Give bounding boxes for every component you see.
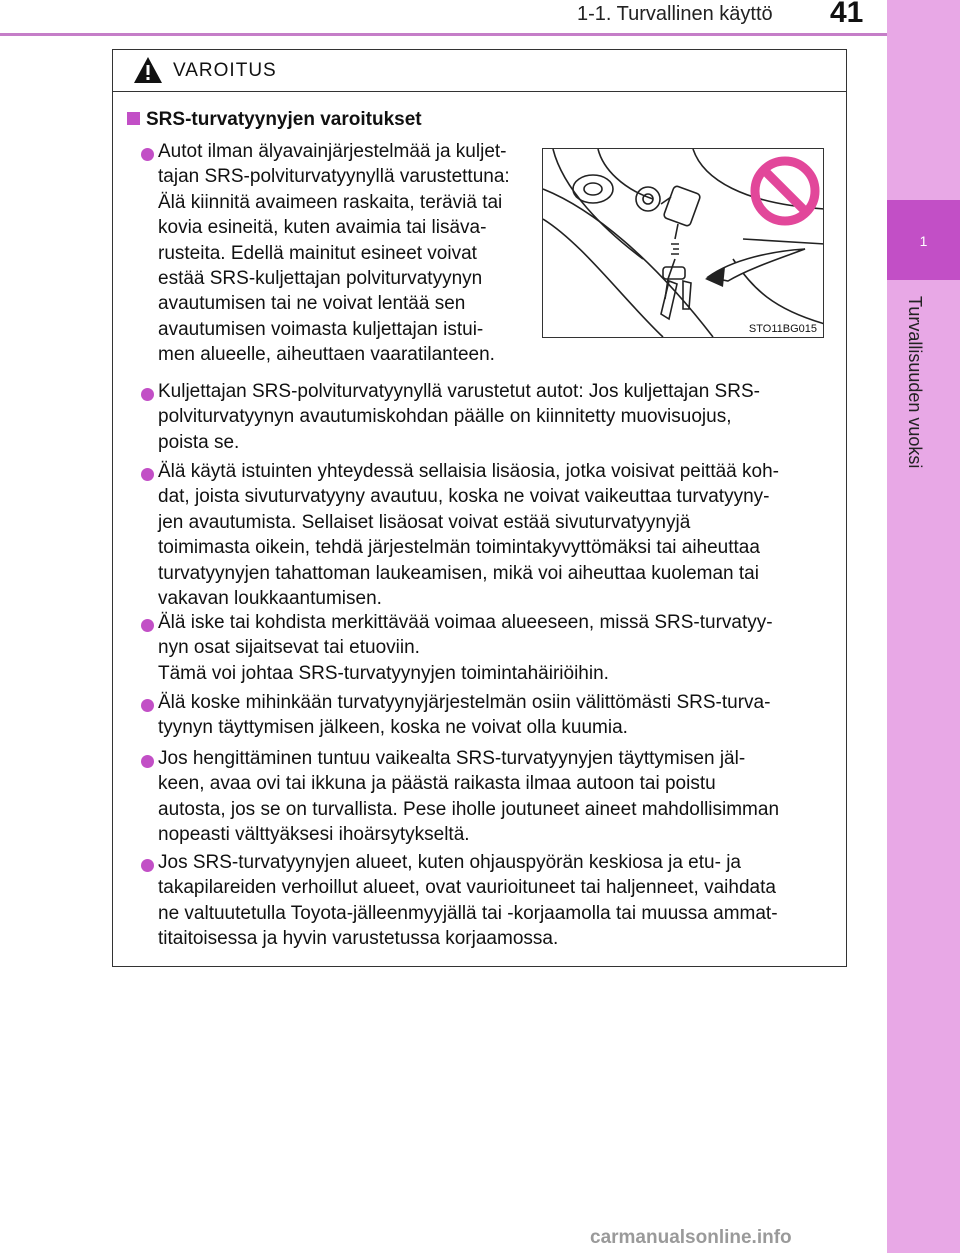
text-line: Tämä voi johtaa SRS-turvatyynyjen toimintahäiriöihin. [158,662,609,684]
warning-box [112,49,847,967]
warning-label: VAROITUS [173,60,277,81]
text-line: titaitoisessa ja hyvin varustetussa korjaamossa. [158,928,559,950]
bullet-1-text [158,139,522,368]
text-line: autosta, jos se on turvallista. Pese iholle joutuneet aineet mahdollisimman [158,798,780,820]
text-line: rusteita. Edellä mainitut esineet voivat [158,242,477,264]
text-line: kovia esineitä, kuten avaimia tai lisäva- [158,217,487,239]
watermark: carmanualsonline.info [590,1227,792,1248]
text-line: toimimasta oikein, tehdä järjestelmän toimintakyvyttömäksi tai aiheuttaa [158,537,760,559]
subheading [127,109,422,131]
text-line: Älä iske tai kohdista merkittävää voimaa alueeseen, missä SRS-turvatyy- [158,612,773,633]
text-line: estää SRS-kuljettajan polviturvatyynyn [158,268,483,290]
side-tab [887,0,960,1253]
section-title: 1-1. Turvallinen käyttö [577,3,773,25]
text-line: tyynyn täyttymisen jälkeen, koska ne voivat olla kuumia. [158,717,628,739]
prohibited-icon [755,161,815,221]
text-line: tajan SRS-polviturvatyynyllä varustettuna: [158,166,510,188]
bullet-icon [141,468,154,481]
bullet-icon [141,755,154,768]
bullet-6-text [158,746,839,848]
subheading-text: SRS-turvatyynyjen varoitukset [146,109,422,130]
warning-header [113,50,846,92]
chapter-tab[interactable] [887,200,960,280]
bullet-3-text [158,459,839,611]
text-line: Jos hengittäminen tuntuu vaikealta SRS-turvatyynyjen täyttymisen jäl- [158,748,746,769]
text-line: keen, avaa ovi tai ikkuna ja päästä raikasta ilmaa autoon tai poistu [158,773,716,795]
bullet-icon [141,619,154,632]
header-rule [0,33,887,36]
text-line: dat, joista sivuturvatyyny avautuu, koska ne voivat vaikeuttaa turvatyyny- [158,486,770,508]
text-line: avautumisen voimasta kuljettajan istui- [158,318,484,340]
text-line: nopeasti välttyäksesi ihoärsytykseltä. [158,824,470,846]
bullet-7-text [158,850,839,952]
ignition-key-drawing [543,149,824,338]
text-line: poista se. [158,431,240,453]
text-line: Älä koske mihinkään turvatyynyjärjestelmän osiin välittömästi SRS-turva- [158,692,771,713]
text-line: polviturvatyynyn avautumiskohdan päälle on kiinnitetty muovisuojus, [158,406,732,428]
text-line: nyn osat sijaitsevat tai etuoviin. [158,637,420,659]
text-line: Jos SRS-turvatyynyjen alueet, kuten ohjauspyörän keskiosa ja etu- ja [158,852,741,873]
text-line: jen avautumista. Sellaiset lisäosat voivat estää sivuturvatyynyjä [158,511,691,533]
page-number: 41 [830,0,864,29]
text-line: vakavan loukkaantumisen. [158,588,382,610]
chapter-number: 1 [919,233,928,249]
text-line: men alueelle, aiheuttaen vaaratilanteen. [158,344,495,366]
text-line: Älä käytä istuinten yhteydessä sellaisia lisäosia, jotka voisivat peittää koh- [158,461,779,482]
figure-code: STO11BG015 [748,323,817,335]
square-bullet-icon [127,112,140,125]
bullet-5-text [158,690,839,741]
bullet-icon [141,148,154,161]
bullet-icon [141,388,154,401]
text-line: Älä kiinnitä avaimeen raskaita, teräviä tai [158,191,503,213]
warning-triangle-icon [133,56,163,84]
key-illustration [542,148,824,338]
text-line: Kuljettajan SRS-polviturvatyynyllä varustetut autot: Jos kuljettajan SRS- [158,381,760,402]
chapter-title: Turvallisuuden vuoksi [905,296,925,469]
bullet-icon [141,699,154,712]
text-line: turvatyynyjen tahattoman laukeamisen, mikä voi aiheuttaa kuoleman tai [158,562,759,584]
text-line: avautumisen tai ne voivat lentää sen [158,293,466,315]
text-line: Autot ilman älyavainjärjestelmää ja kuljet- [158,141,507,162]
text-line: takapilareiden verhoillut alueet, ovat vaurioituneet tai haljenneet, vaihdata [158,877,776,899]
bullet-4-text [158,610,839,686]
text-line: ne valtuutetulla Toyota-jälleenmyyjällä tai -korjaamolla tai muussa ammat- [158,902,778,924]
bullet-2-text [158,379,839,455]
bullet-icon [141,859,154,872]
